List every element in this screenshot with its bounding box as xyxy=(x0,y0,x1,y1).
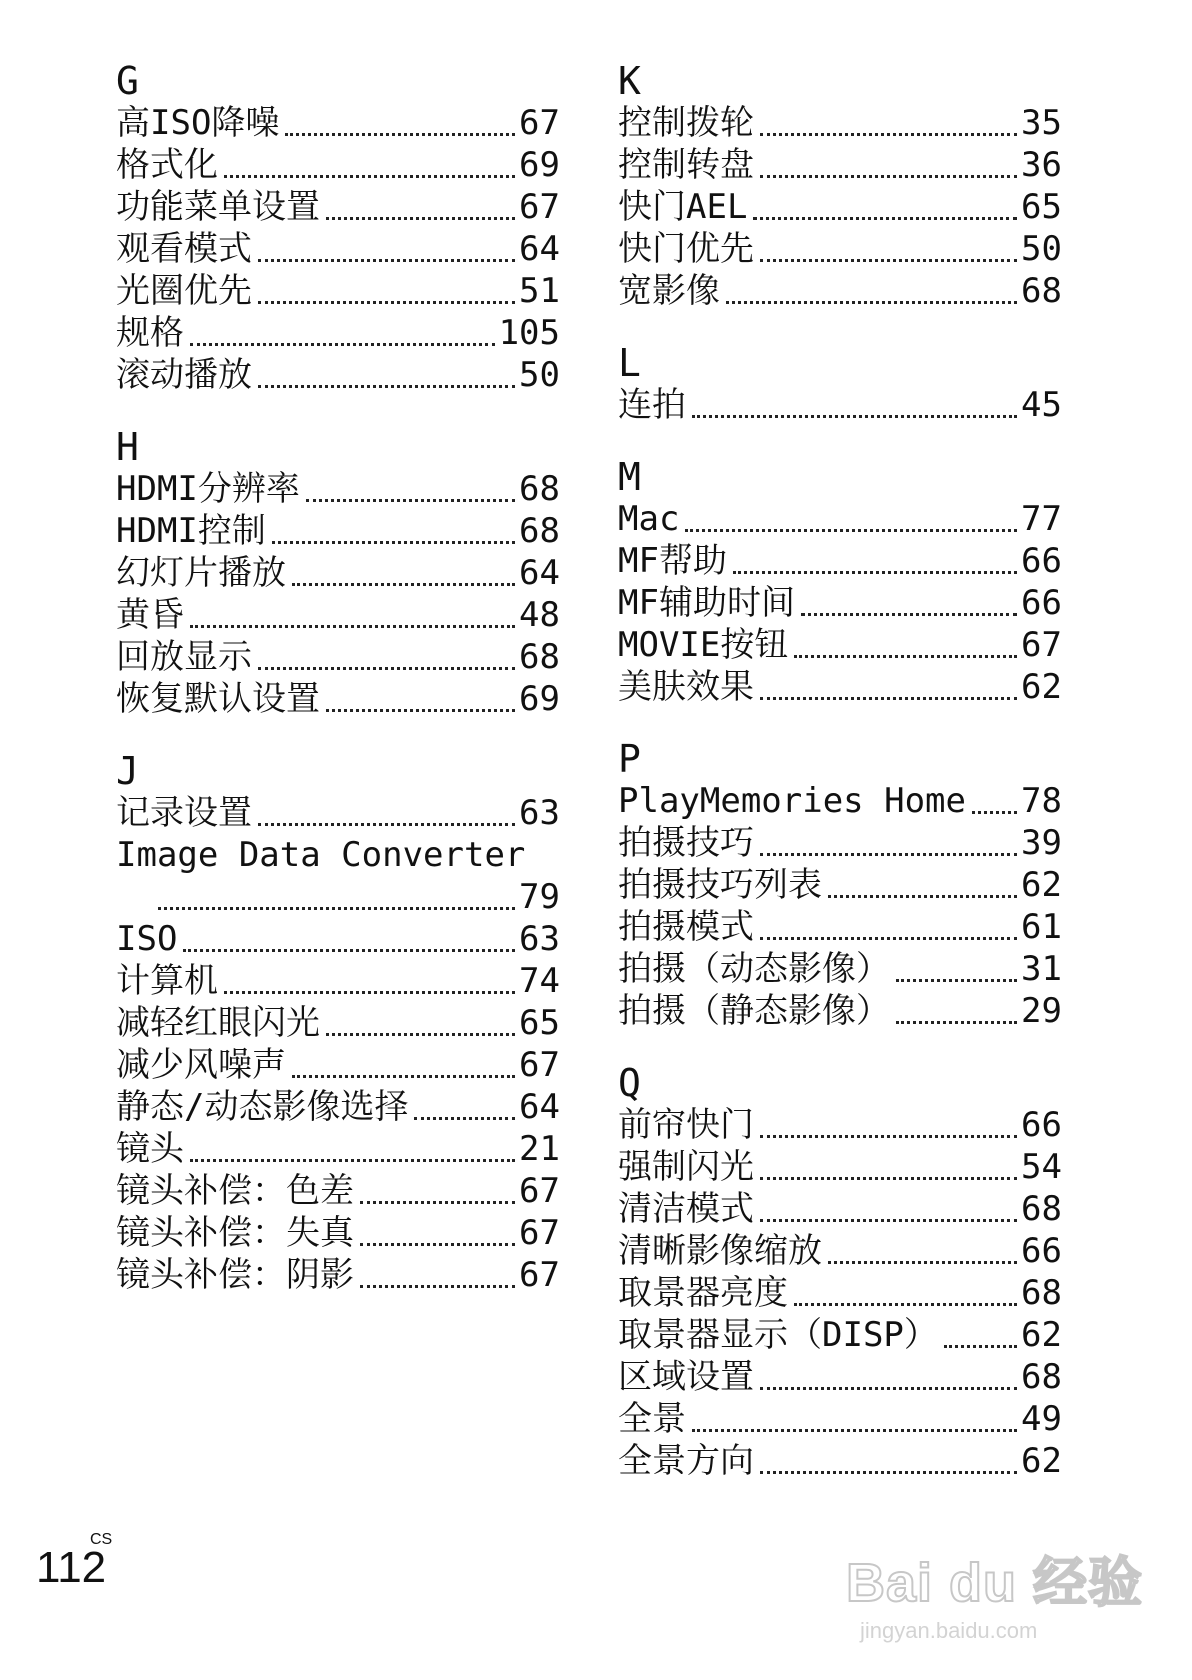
dot-leader xyxy=(760,1219,1017,1222)
index-entry xyxy=(618,780,1062,822)
dot-leader xyxy=(258,385,515,388)
index-page-ref: 31 xyxy=(1021,949,1062,989)
dot-leader xyxy=(760,1471,1017,1474)
index-page-ref: 61 xyxy=(1021,907,1062,947)
index-page-ref: 67 xyxy=(519,187,560,227)
dot-leader xyxy=(760,1135,1017,1138)
index-page-ref: 62 xyxy=(1021,865,1062,905)
index-section-g xyxy=(116,59,560,396)
dot-leader xyxy=(183,949,515,952)
dot-leader xyxy=(896,1021,1017,1024)
dot-leader xyxy=(760,1177,1017,1180)
index-entry xyxy=(116,1254,560,1296)
index-entry xyxy=(116,918,560,960)
dot-leader xyxy=(760,853,1017,856)
index-entry xyxy=(116,1128,560,1170)
index-page-ref: 78 xyxy=(1021,781,1062,821)
index-page-ref: 68 xyxy=(1021,271,1062,311)
index-entry xyxy=(116,678,560,720)
index-entry xyxy=(618,1146,1062,1188)
index-entry xyxy=(618,1440,1062,1482)
index-entry xyxy=(116,1044,560,1086)
dot-leader xyxy=(190,1159,515,1162)
dot-leader xyxy=(190,343,495,346)
index-entry xyxy=(116,186,560,228)
index-page-ref: 67 xyxy=(519,1213,560,1253)
dot-leader xyxy=(692,415,1017,418)
section-letter: Q xyxy=(618,1061,641,1105)
dot-leader xyxy=(692,1429,1017,1432)
index-page-ref: 62 xyxy=(1021,1315,1062,1355)
index-term: 黄昏 xyxy=(116,595,184,635)
section-letter: L xyxy=(618,341,641,385)
page-language-code: CS xyxy=(90,1531,113,1548)
dot-leader xyxy=(224,991,515,994)
index-term: 取景器亮度 xyxy=(618,1273,788,1313)
dot-leader xyxy=(753,217,1017,220)
index-page-ref: 50 xyxy=(519,355,560,395)
index-column-left xyxy=(116,59,560,1328)
index-term: ISO xyxy=(116,919,178,959)
index-page-ref: 64 xyxy=(519,1087,560,1127)
index-section-l xyxy=(618,341,1062,426)
index-term: 镜头补偿：阴影 xyxy=(116,1255,354,1295)
index-term: 前帘快门 xyxy=(618,1105,754,1145)
index-page-ref: 66 xyxy=(1021,583,1062,623)
index-term: 观看模式 xyxy=(116,229,252,269)
dot-leader xyxy=(360,1201,515,1204)
index-entry xyxy=(116,270,560,312)
dot-leader xyxy=(944,1345,1017,1348)
index-page-ref: 68 xyxy=(519,511,560,551)
index-entry xyxy=(618,624,1062,666)
index-entry xyxy=(116,1170,560,1212)
index-term: 强制闪光 xyxy=(618,1147,754,1187)
dot-leader xyxy=(326,217,515,220)
dot-leader xyxy=(292,583,515,586)
index-term: 清洁模式 xyxy=(618,1189,754,1229)
index-entry xyxy=(618,384,1062,426)
index-page-ref: 67 xyxy=(519,1045,560,1085)
dot-leader xyxy=(794,655,1017,658)
index-page-ref: 67 xyxy=(1021,625,1062,665)
index-page-ref: 67 xyxy=(519,1171,560,1211)
index-term: Image Data Converter xyxy=(116,835,526,875)
index-term: 控制拨轮 xyxy=(618,103,754,143)
dot-leader xyxy=(258,667,515,670)
index-term: 快门优先 xyxy=(618,229,754,269)
index-page-ref: 36 xyxy=(1021,145,1062,185)
index-entry xyxy=(618,540,1062,582)
index-term: MOVIE按钮 xyxy=(618,625,789,665)
index-term: Mac xyxy=(618,499,680,539)
index-entry xyxy=(618,948,1062,990)
index-entry xyxy=(618,1272,1062,1314)
dot-leader xyxy=(794,1303,1017,1306)
index-entry xyxy=(618,1398,1062,1440)
index-term: HDMI分辨率 xyxy=(116,469,300,509)
dot-leader xyxy=(258,823,515,826)
index-entry xyxy=(618,270,1062,312)
index-entry xyxy=(618,186,1062,228)
dot-leader xyxy=(828,895,1017,898)
index-term: 连拍 xyxy=(618,385,686,425)
dot-leader xyxy=(258,301,515,304)
dot-leader xyxy=(360,1243,515,1246)
index-entry xyxy=(116,144,560,186)
index-term: 镜头 xyxy=(116,1129,184,1169)
section-letter: M xyxy=(618,455,641,499)
index-term: MF辅助时间 xyxy=(618,583,795,623)
index-section-p xyxy=(618,737,1062,1032)
baidu-jingyan-watermark xyxy=(846,1540,1146,1670)
dot-leader xyxy=(760,133,1017,136)
index-page-ref: 68 xyxy=(519,469,560,509)
index-term: 镜头补偿：失真 xyxy=(116,1213,354,1253)
index-term: 拍摄技巧列表 xyxy=(618,865,822,905)
index-term: 宽影像 xyxy=(618,271,720,311)
index-page-ref: 29 xyxy=(1021,991,1062,1031)
index-column-right xyxy=(618,59,1062,1514)
index-term: 恢复默认设置 xyxy=(116,679,320,719)
index-entry xyxy=(618,1314,1062,1356)
index-page-ref: 48 xyxy=(519,595,560,635)
dot-leader xyxy=(414,1117,515,1120)
index-page-ref: 50 xyxy=(1021,229,1062,269)
index-entry xyxy=(116,510,560,552)
dot-leader xyxy=(258,259,515,262)
dot-leader xyxy=(726,301,1017,304)
dot-leader xyxy=(801,613,1017,616)
index-page-ref: 35 xyxy=(1021,103,1062,143)
index-term: 功能菜单设置 xyxy=(116,187,320,227)
dot-leader xyxy=(760,259,1017,262)
dot-leader xyxy=(285,133,515,136)
index-page-ref: 68 xyxy=(1021,1189,1062,1229)
dot-leader xyxy=(760,175,1017,178)
index-entry xyxy=(116,552,560,594)
index-entry xyxy=(618,1230,1062,1272)
index-page-ref: 77 xyxy=(1021,499,1062,539)
index-entry xyxy=(116,1002,560,1044)
dot-leader xyxy=(685,529,1017,532)
section-letter: H xyxy=(116,425,139,469)
index-term: 规格 xyxy=(116,313,184,353)
dot-leader xyxy=(828,1261,1017,1264)
index-term: 计算机 xyxy=(116,961,218,1001)
index-page-ref: 74 xyxy=(519,961,560,1001)
section-letter: P xyxy=(618,737,641,781)
index-entry xyxy=(116,594,560,636)
index-term: 减少风噪声 xyxy=(116,1045,286,1085)
index-entry xyxy=(618,666,1062,708)
index-term: 静态/动态影像选择 xyxy=(116,1087,409,1127)
index-term: 回放显示 xyxy=(116,637,252,677)
index-section-k xyxy=(618,59,1062,312)
index-page-ref: 45 xyxy=(1021,385,1062,425)
index-term: 滚动播放 xyxy=(116,355,252,395)
index-entry xyxy=(618,822,1062,864)
page-number: 112 xyxy=(36,1543,107,1592)
index-section-m xyxy=(618,455,1062,708)
index-term: 拍摄（动态影像） xyxy=(618,949,890,989)
index-page-ref: 49 xyxy=(1021,1399,1062,1439)
index-term: 拍摄模式 xyxy=(618,907,754,947)
index-entry xyxy=(116,228,560,270)
index-term: 美肤效果 xyxy=(618,667,754,707)
index-term: 快门AEL xyxy=(618,187,748,227)
index-entry xyxy=(116,354,560,396)
index-entry xyxy=(116,312,560,354)
index-entry xyxy=(116,876,560,918)
dot-leader xyxy=(760,697,1017,700)
index-page-ref: 66 xyxy=(1021,541,1062,581)
dot-leader xyxy=(760,1387,1017,1390)
index-page-ref: 39 xyxy=(1021,823,1062,863)
index-page-ref: 79 xyxy=(519,877,560,917)
index-page-ref: 69 xyxy=(519,145,560,185)
index-term: 清晰影像缩放 xyxy=(618,1231,822,1271)
index-entry xyxy=(116,834,560,876)
dot-leader xyxy=(972,811,1017,814)
section-letter: J xyxy=(116,749,139,793)
dot-leader xyxy=(224,175,515,178)
index-term: 控制转盘 xyxy=(618,145,754,185)
index-page-ref: 64 xyxy=(519,553,560,593)
index-entry xyxy=(618,1356,1062,1398)
dot-leader xyxy=(326,1033,515,1036)
index-term: 镜头补偿：色差 xyxy=(116,1171,354,1211)
index-section-j xyxy=(116,749,560,1296)
index-page-ref: 63 xyxy=(519,919,560,959)
index-term: 全景 xyxy=(618,1399,686,1439)
index-page-ref: 68 xyxy=(519,637,560,677)
index-page-ref: 67 xyxy=(519,103,560,143)
index-term: 记录设置 xyxy=(116,793,252,833)
index-entry xyxy=(618,228,1062,270)
index-page-ref: 67 xyxy=(519,1255,560,1295)
index-page-ref: 62 xyxy=(1021,1441,1062,1481)
index-term: 高ISO降噪 xyxy=(116,103,280,143)
index-page-ref: 64 xyxy=(519,229,560,269)
index-page-ref: 54 xyxy=(1021,1147,1062,1187)
index-section-h xyxy=(116,425,560,720)
index-entry xyxy=(116,792,560,834)
index-entry xyxy=(618,102,1062,144)
dot-leader xyxy=(760,937,1017,940)
index-page-ref: 65 xyxy=(519,1003,560,1043)
index-term: 区域设置 xyxy=(618,1357,754,1397)
index-entry xyxy=(618,906,1062,948)
index-term: 格式化 xyxy=(116,145,218,185)
index-entry xyxy=(116,1086,560,1128)
index-page-ref: 62 xyxy=(1021,667,1062,707)
index-term: HDMI控制 xyxy=(116,511,266,551)
dot-leader xyxy=(190,625,515,628)
index-entry xyxy=(116,636,560,678)
index-entry xyxy=(116,1212,560,1254)
dot-leader xyxy=(326,709,515,712)
section-letter: K xyxy=(618,59,641,103)
index-term: 拍摄技巧 xyxy=(618,823,754,863)
index-page-ref: 65 xyxy=(1021,187,1062,227)
index-entry xyxy=(116,960,560,1002)
index-term: MF帮助 xyxy=(618,541,727,581)
index-entry xyxy=(618,990,1062,1032)
dot-leader xyxy=(158,907,515,910)
index-entry xyxy=(618,1188,1062,1230)
dot-leader xyxy=(292,1075,515,1078)
dot-leader xyxy=(272,541,515,544)
index-page-ref: 51 xyxy=(519,271,560,311)
index-page-ref: 66 xyxy=(1021,1231,1062,1271)
index-page-ref: 69 xyxy=(519,679,560,719)
dot-leader xyxy=(360,1285,515,1288)
index-page-ref: 21 xyxy=(519,1129,560,1169)
index-page-ref: 63 xyxy=(519,793,560,833)
watermark-url: jingyan.baidu.com xyxy=(860,1618,1038,1643)
index-term: 光圈优先 xyxy=(116,271,252,311)
index-page-ref: 66 xyxy=(1021,1105,1062,1145)
index-entry xyxy=(116,468,560,510)
index-page-ref: 68 xyxy=(1021,1273,1062,1313)
index-term: 减轻红眼闪光 xyxy=(116,1003,320,1043)
index-term: PlayMemories Home xyxy=(618,781,966,821)
index-section-q xyxy=(618,1061,1062,1482)
index-entry xyxy=(618,582,1062,624)
index-term: 幻灯片播放 xyxy=(116,553,286,593)
index-page-ref: 68 xyxy=(1021,1357,1062,1397)
dot-leader xyxy=(896,979,1017,982)
index-term: 拍摄（静态影像） xyxy=(618,991,890,1031)
watermark-logo: Bai du 经验 xyxy=(846,1553,1144,1613)
index-entry xyxy=(618,144,1062,186)
index-term: 取景器显示（DISP） xyxy=(618,1315,938,1355)
index-term: 全景方向 xyxy=(618,1441,754,1481)
index-entry xyxy=(116,102,560,144)
dot-leader xyxy=(306,499,515,502)
index-page-ref: 105 xyxy=(498,313,560,353)
dot-leader xyxy=(733,571,1017,574)
index-entry xyxy=(618,1104,1062,1146)
index-entry xyxy=(618,498,1062,540)
index-entry xyxy=(618,864,1062,906)
section-letter: G xyxy=(116,59,139,103)
